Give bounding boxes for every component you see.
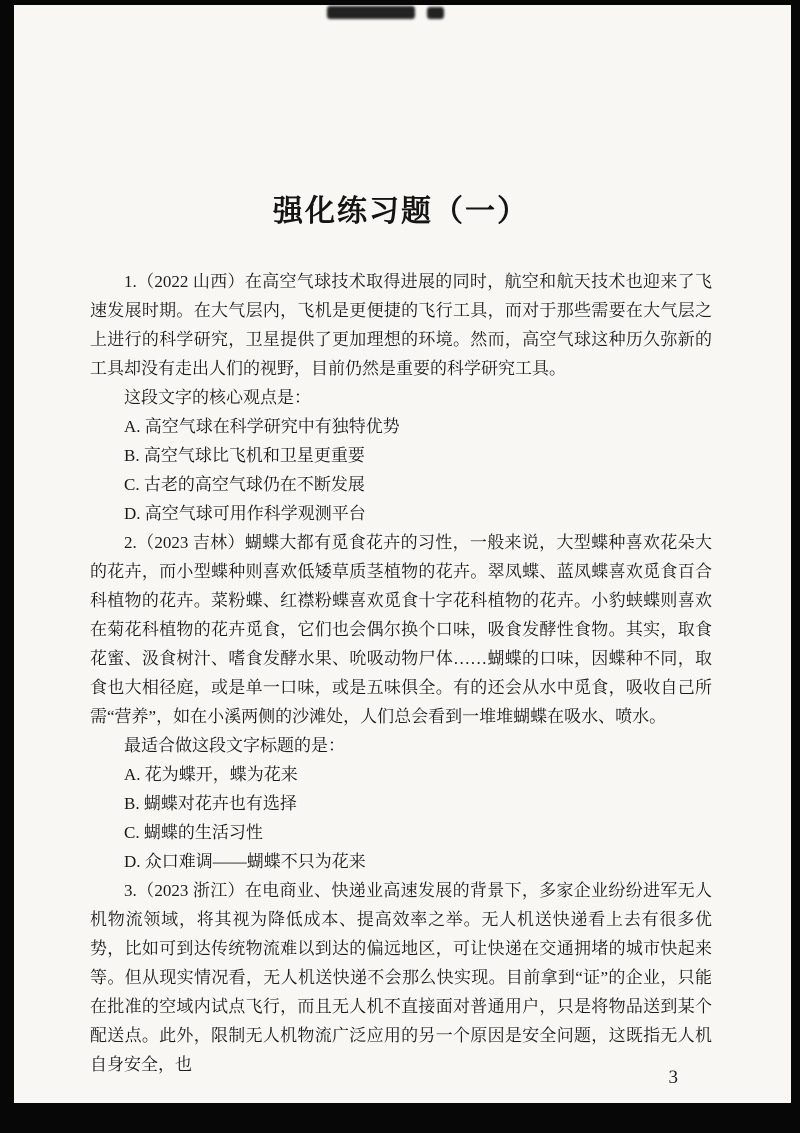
option-item: C. 蝴蝶的生活习性 bbox=[124, 823, 263, 842]
option-item: D. 众口难调——蝴蝶不只为花来 bbox=[124, 852, 366, 871]
scan-border-top bbox=[0, 0, 800, 5]
question-block-2 bbox=[90, 528, 712, 876]
question-stem: 3.（2023 浙江）在电商业、快递业高速发展的背景下，多家企业纷纷进军无人机物流领域，将其视为降低成本、提高效率之举。无人机送快递看上去有很多优势，比如可到达传统物流难以到达的偏远地区，可让快递在交通拥堵的城市快起来等。但从现实情况看，无人机送快递不会那么快实现。目前拿到“证”的企业，只能在批准的空域内试点飞行，而且无人机不直接面对普通用户，只是将物品送到某个配送点。此外，限制无人机物流广泛应用的另一个原因是安全问题，这既指无人机自身安全，也 bbox=[90, 881, 712, 1074]
question-prompt: 这段文字的核心观点是： bbox=[124, 388, 311, 407]
question-stem: 2.（2023 吉林）蝴蝶大都有觅食花卉的习性，一般来说，大型蝶种喜欢花朵大的花卉，而小型蝶种则喜欢低矮草质茎植物的花卉。翠凤蝶、蓝凤蝶喜欢觅食百合科植物的花卉。菜粉蝶、红襟粉蝶喜欢觅食十字花科植物的花卉。小豹蛱蝶则喜欢在菊花科植物的花卉觅食，它们也会偶尔换个口味，吸食发酵性食物。其实，取食花蜜、汲食树汁、嗜食发酵水果、吮吸动物尸体……蝴蝶的口味，因蝶种不同，取食也大相径庭，或是单一口味，或是五味俱全。有的还会从水中觅食，吸收自己所需“营养”，如在小溪两侧的沙滩处，人们总会看到一堆堆蝴蝶在吸水、喷水。 bbox=[90, 533, 712, 726]
header-smudge bbox=[327, 6, 415, 19]
option-item: A. 花为蝶开，蝶为花来 bbox=[124, 765, 298, 784]
option-item: B. 蝴蝶对花卉也有选择 bbox=[124, 794, 297, 813]
scan-border-bottom bbox=[0, 1103, 800, 1133]
option-item: B. 高空气球比飞机和卫星更重要 bbox=[124, 446, 365, 465]
option-item: D. 高空气球可用作科学观测平台 bbox=[124, 504, 366, 523]
question-stem: 1.（2022 山西）在高空气球技术取得进展的同时，航空和航天技术也迎来了飞速发展时期。在大气层内，飞机是更便捷的飞行工具，而对于那些需要在大气层之上进行的科学研究，卫星提供了更加理想的环境。然而，高空气球这种历久弥新的工具却没有走出人们的视野，目前仍然是重要的科学研究工具。 bbox=[90, 272, 712, 378]
option-item: A. 高空气球在科学研究中有独特优势 bbox=[124, 417, 400, 436]
page-number: 3 bbox=[668, 1067, 678, 1088]
question-block-1 bbox=[90, 267, 712, 528]
page-content bbox=[90, 0, 712, 1079]
scan-border-left bbox=[0, 0, 14, 1133]
page-title: 强化练习题（一） bbox=[273, 195, 529, 228]
question-block-3 bbox=[90, 876, 712, 1079]
option-item: C. 古老的高空气球仍在不断发展 bbox=[124, 475, 365, 494]
scan-border-right bbox=[791, 0, 800, 1133]
question-prompt: 最适合做这段文字标题的是： bbox=[124, 736, 345, 755]
header-smudge bbox=[427, 7, 444, 19]
